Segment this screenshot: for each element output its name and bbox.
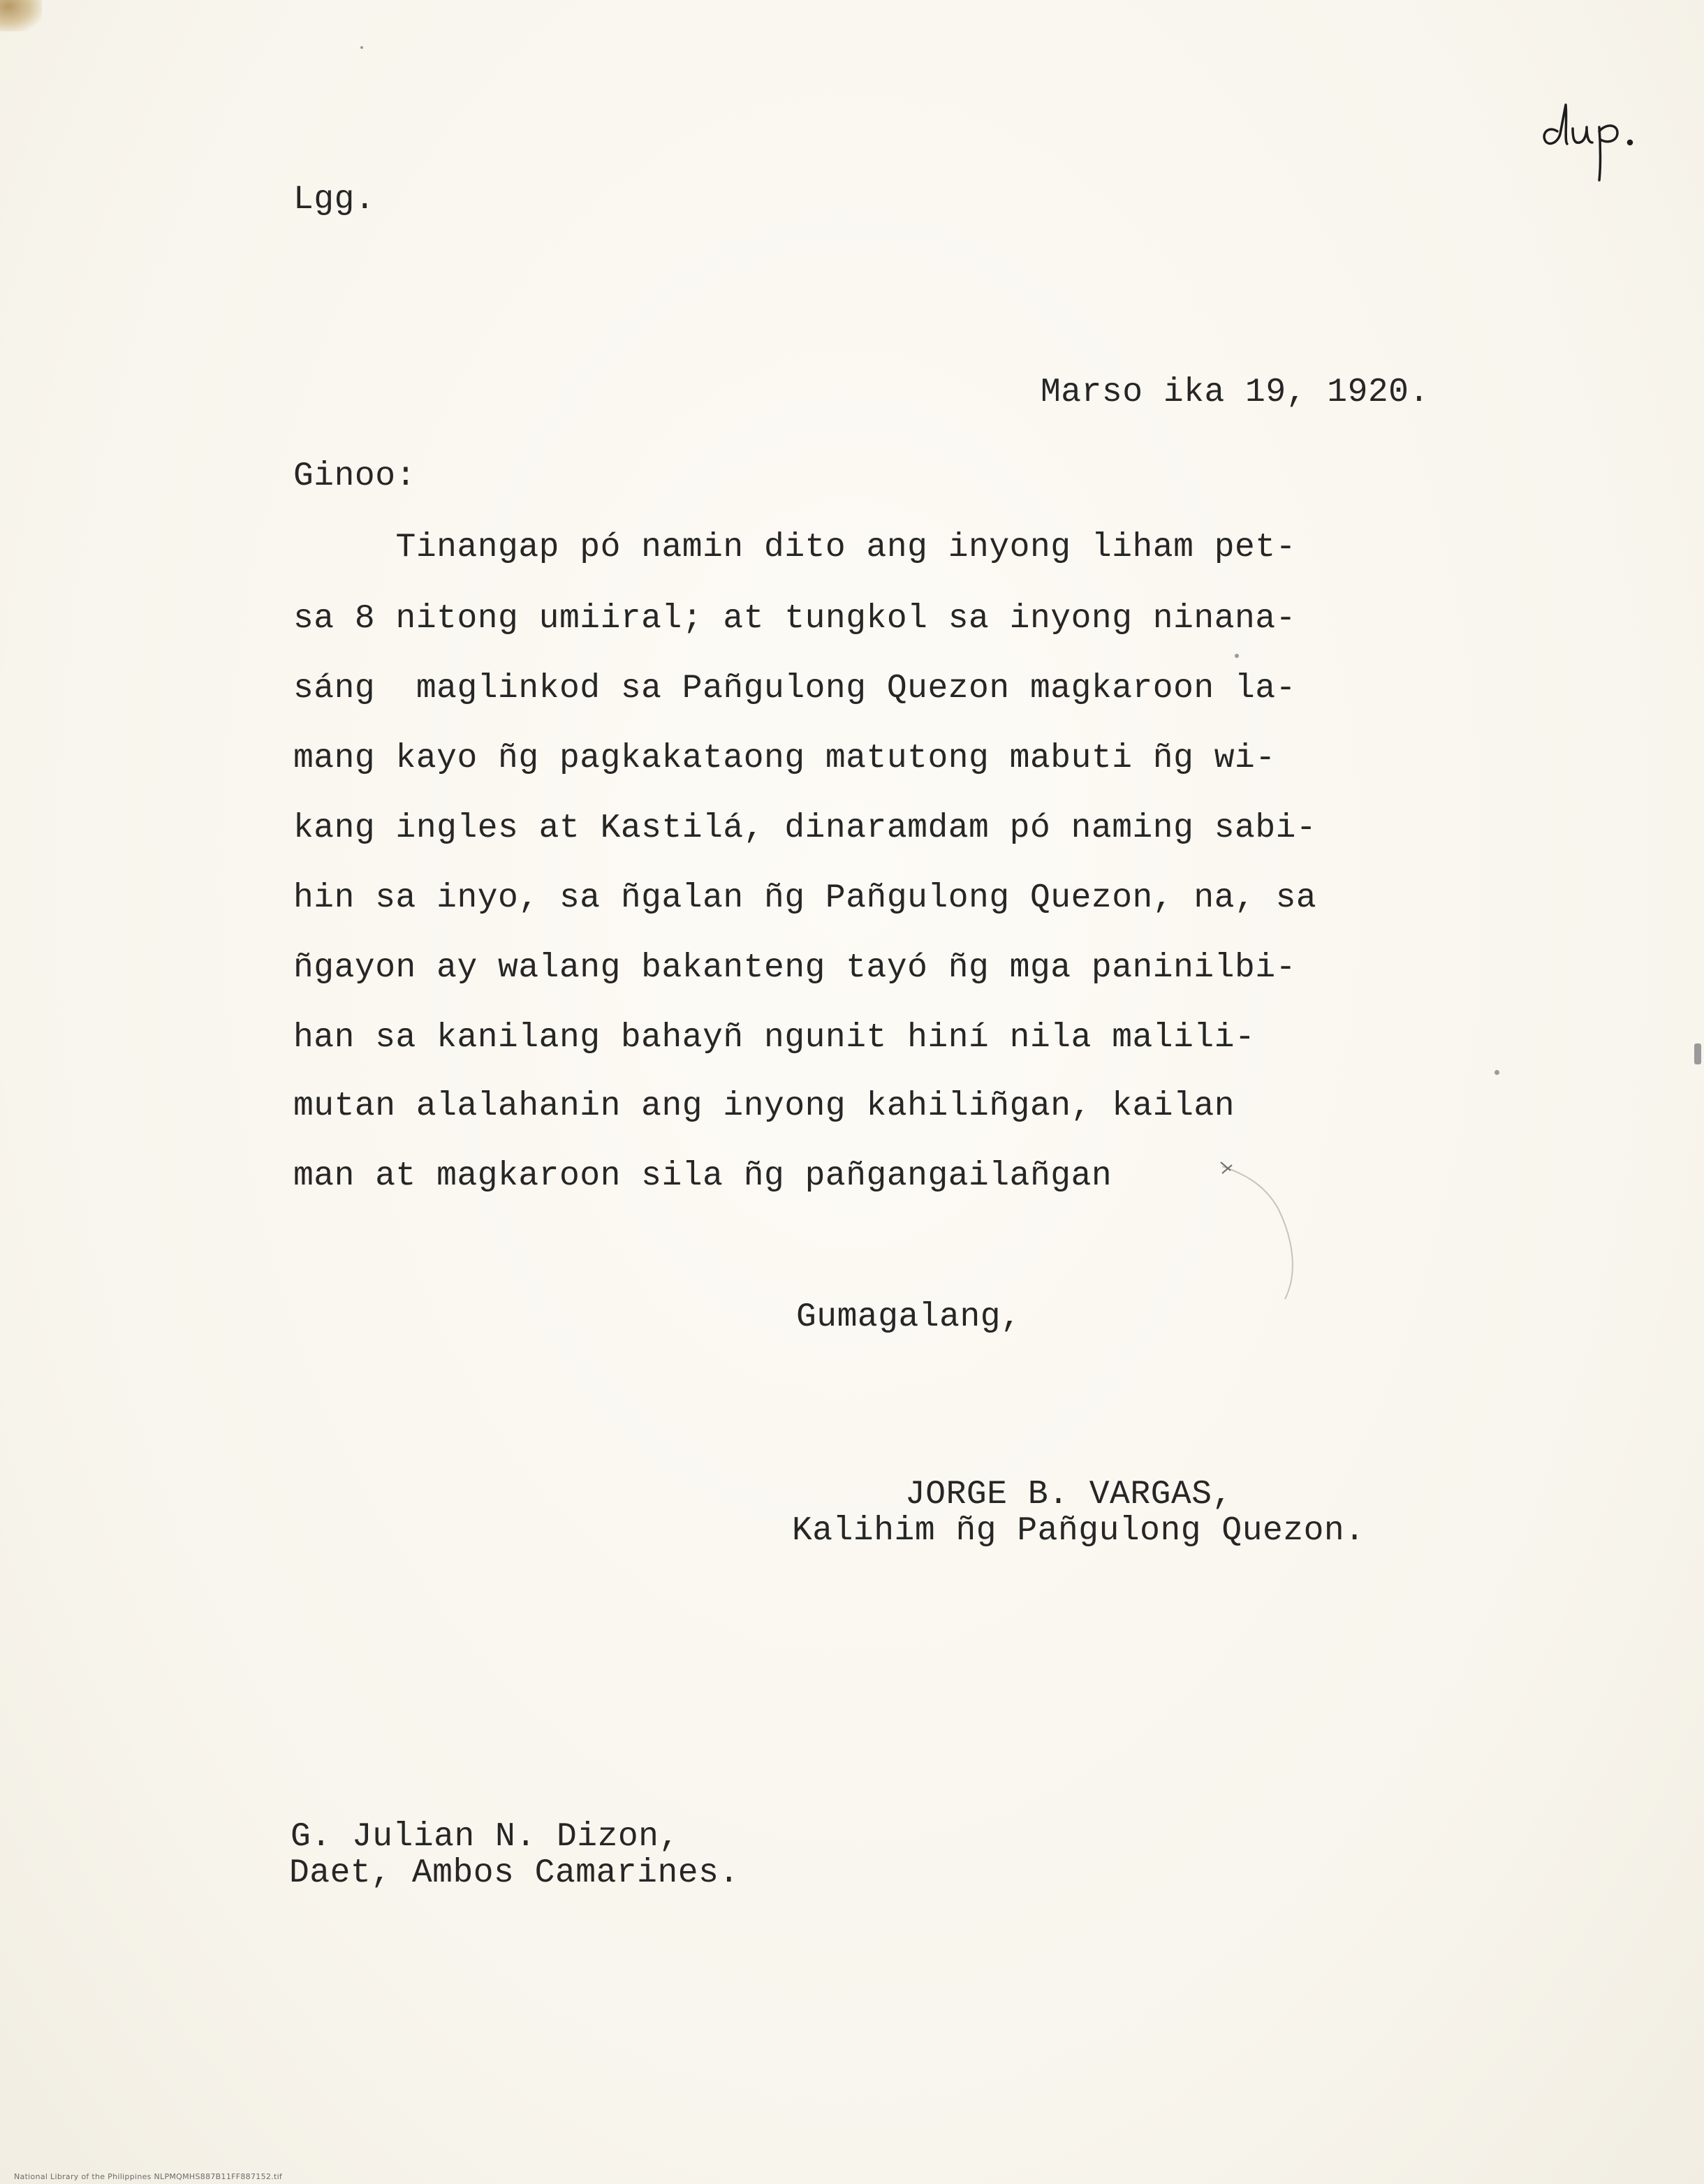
recipient-address: Daet, Ambos Camarines. [289, 1854, 740, 1892]
body-line: ñgayon ay walang bakanteng tayó ñg mga paninilbi- [293, 949, 1296, 987]
body-line: mang kayo ñg pagkakataong matutong mabuti ñg wi- [293, 740, 1276, 777]
reference-initials: Lgg. [293, 181, 376, 219]
handwritten-dup-annotation [1536, 84, 1648, 189]
body-line: Tinangap pó namin dito ang inyong liham pet- [293, 529, 1296, 566]
body-line: sa 8 nitong umiiral; at tungkol sa inyong ninana- [293, 600, 1296, 638]
signatory-title: Kalihim ñg Pañgulong Quezon. [792, 1512, 1365, 1550]
body-line: kang ingles at Kastilá, dinaramdam pó naming sabi- [293, 809, 1317, 847]
letter-date: Marso ika 19, 1920. [1041, 374, 1430, 411]
body-line: sáng maglinkod sa Pañgulong Quezon magkaroon la- [293, 670, 1296, 708]
body-line: han sa kanilang bahayñ ngunit hiní nila malili- [293, 1019, 1256, 1057]
salutation: Ginoo: [293, 457, 416, 495]
body-line: mutan alalahanin ang inyong kahiliñgan, kailan [293, 1087, 1235, 1125]
paper-speck [1235, 654, 1239, 658]
recipient-name: G. Julian N. Dizon, [291, 1818, 680, 1856]
body-line: man at magkaroon sila ñg pañgangailañgan [293, 1157, 1112, 1195]
signatory-name: JORGE B. VARGAS, [905, 1476, 1233, 1514]
closing: Gumagalang, [796, 1298, 1022, 1336]
archive-footer: National Library of the Philippines NLPMQMHS887B11FF887152.tif [14, 2172, 283, 2181]
paper-stain [0, 0, 42, 31]
paper-speck [1494, 1070, 1499, 1075]
paper-speck [1694, 1043, 1701, 1064]
paper-crease-mark [1215, 1152, 1327, 1306]
body-line: hin sa inyo, sa ñgalan ñg Pañgulong Quezon, na, sa [293, 879, 1317, 917]
paper-speck [360, 46, 363, 49]
